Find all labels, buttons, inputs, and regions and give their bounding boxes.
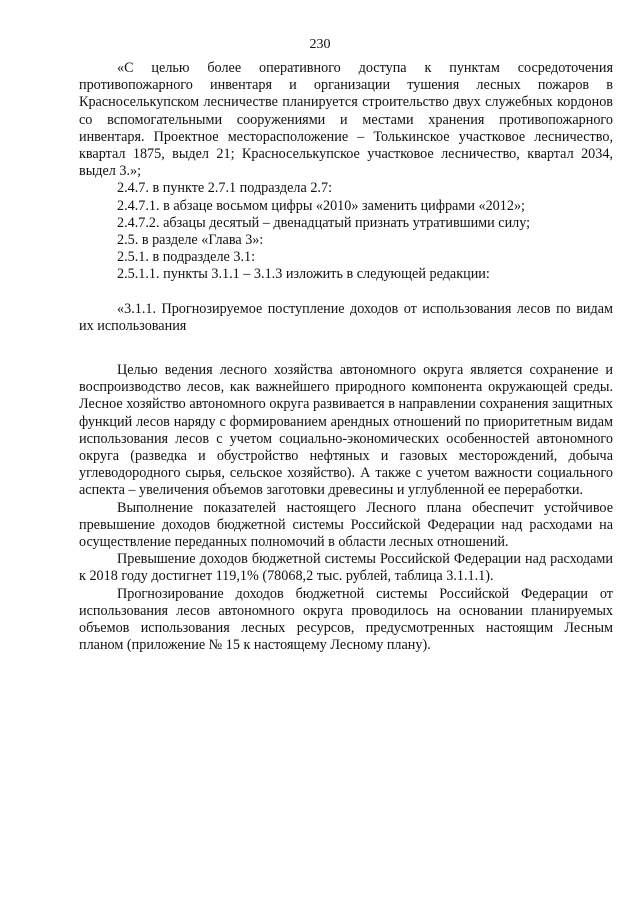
list-item-2-5-1: 2.5.1. в подразделе 3.1:	[117, 249, 256, 266]
spacer	[79, 335, 613, 362]
list-item-2-4-7-2: 2.4.7.2. абзацы десятый – двенадцатый признать утратившими силу;	[117, 214, 531, 231]
paragraph-revenue-forecast: Прогнозирование доходов бюджетной системы Российской Федерации от использования лесов автономного округа проводилось на основании планируемых объемов использования лесных ресурсов, предусмотренных настоящим Лесным планом (приложение № 15 к настоящему Лесному плану).	[79, 585, 613, 654]
spacer	[79, 284, 613, 301]
list-item-2-5: 2.5. в разделе «Глава 3»:	[117, 232, 264, 249]
list-item-2-5-1-1: 2.5.1.1. пункты 3.1.1 – 3.1.3 изложить в следующей редакции:	[117, 266, 490, 283]
paragraph-plan-indicators: Выполнение показателей настоящего Лесного плана обеспечит устойчивое превышение доходов бюджетной системы Российской Федерации над расходами на осуществление переданных полномочий в области лесных отношений.	[79, 499, 613, 551]
document-body	[79, 60, 613, 655]
paragraph-revenue-excess: Превышение доходов бюджетной системы Российской Федерации над расходами к 2018 году достигнет 119,1% (78068,2 тыс. рублей, таблица 3.1.1.1).	[79, 551, 613, 585]
paragraph-forest-management-goal: Целью ведения лесного хозяйства автономного округа является сохранение и воспроизводство лесов, как важнейшего природного компонента окружающей среды. Лесное хозяйство автономного округа развивается в направлении сохранения защитных функций лесов наряду с формированием арендных отношений по приоритетным видам использования лесов с учетом социально-экономических особенностей автономного округа (разведка и обустройство нефтяных и газовых месторождений, добыча углеводородного сырья, сельское хозяйство). А также с учетом важности социального аспекта – увеличения объемов заготовки древесины и углубленной ее переработки.	[79, 362, 613, 499]
page-number: 230	[309, 37, 331, 52]
section-heading-3-1-1: «3.1.1. Прогнозируемое поступление доходов от использования лесов по видам их использования	[79, 300, 613, 334]
paragraph-cordon-construction: «С целью более оперативного доступа к пунктам сосредоточения противопожарного инвентаря и организации тушения лесных пожаров в Красноселькупском лесничестве планируется строительство двух служебных кордонов со вспомогательными сооружениями и местами хранения противопожарного инвентаря. Проектное месторасположение – Толькинское участковое лесничество, квартал 1875, выдел 21; Красноселькупское участковое лесничество, квартал 2034, выдел 3.»;	[79, 60, 613, 180]
list-item-2-4-7: 2.4.7. в пункте 2.7.1 подраздела 2.7:	[117, 180, 333, 197]
list-item-2-4-7-1: 2.4.7.1. в абзаце восьмом цифры «2010» заменить цифрами «2012»;	[117, 197, 525, 214]
